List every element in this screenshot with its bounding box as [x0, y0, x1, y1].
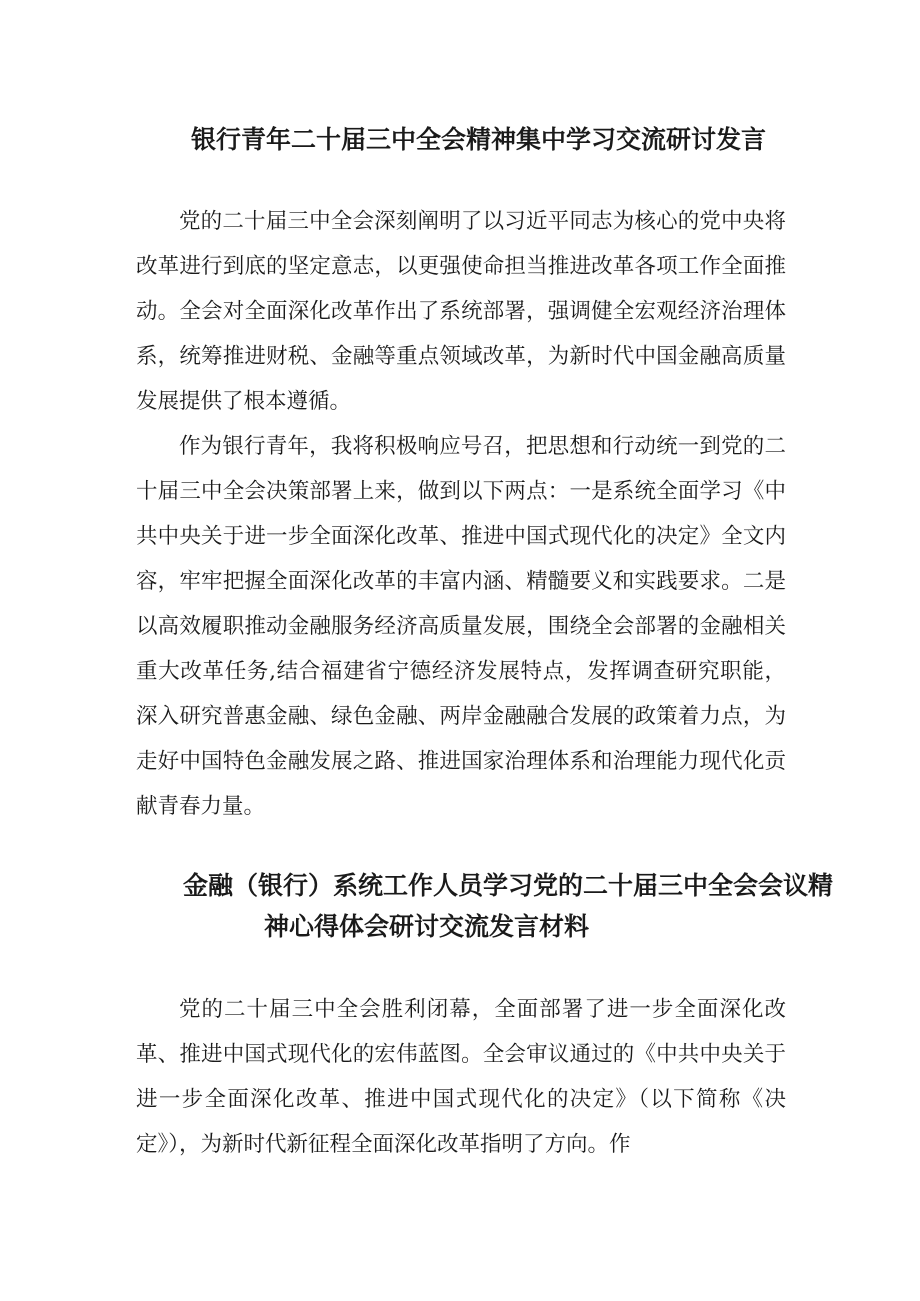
article-1-paragraph-1: 党的二十届三中全会深刻阐明了以习近平同志为核心的党中央将改革进行到底的坚定意志，以更强使命担当推进改革各项工作全面推动。全会对全面深化改革作出了系统部署，强调健全宏观经济治理体系，统筹推进财税、金融等重点领域改革，为新时代中国金融高质量发展提供了根本遵循。	[136, 209, 786, 414]
article-1-paragraph-2: 作为银行青年，我将积极响应号召，把思想和行动统一到党的二十届三中全会决策部署上来，做到以下两点：一是系统全面学习《中共中央关于进一步全面深化改革、推进中国式现代化的决定》全文内容，牢牢把握全面深化改革的丰富内涵、精髓要义和实践要求。二是以高效履职推动金融服务经济高质量发展，围绕全会部署的金融相关重大改革任务,结合福建省宁德经济发展特点，发挥调查研究职能，深入研究普惠金融、绿色金融、两岸金融融合发展的政策着力点，为走好中国特色金融发展之路、推进国家治理体系和治理能力现代化贡献青春力量。	[136, 434, 786, 819]
article-2-title-line-2: 神心得体会研讨交流发言材料	[264, 912, 590, 941]
article-2-paragraph-1: 党的二十届三中全会胜利闭幕，全面部署了进一步全面深化改革、推进中国式现代化的宏伟蓝图。全会审议通过的《中共中央关于进一步全面深化改革、推进中国式现代化的决定》（以下简称《决定》），为新时代新征程全面深化改革指明了方向。作	[136, 997, 786, 1157]
article-1-title: 银行青年二十届三中全会精神集中学习交流研讨发言	[191, 125, 767, 154]
article-2-title-line-1: 金融（银行）系统工作人员学习党的二十届三中全会会议精	[183, 871, 834, 900]
